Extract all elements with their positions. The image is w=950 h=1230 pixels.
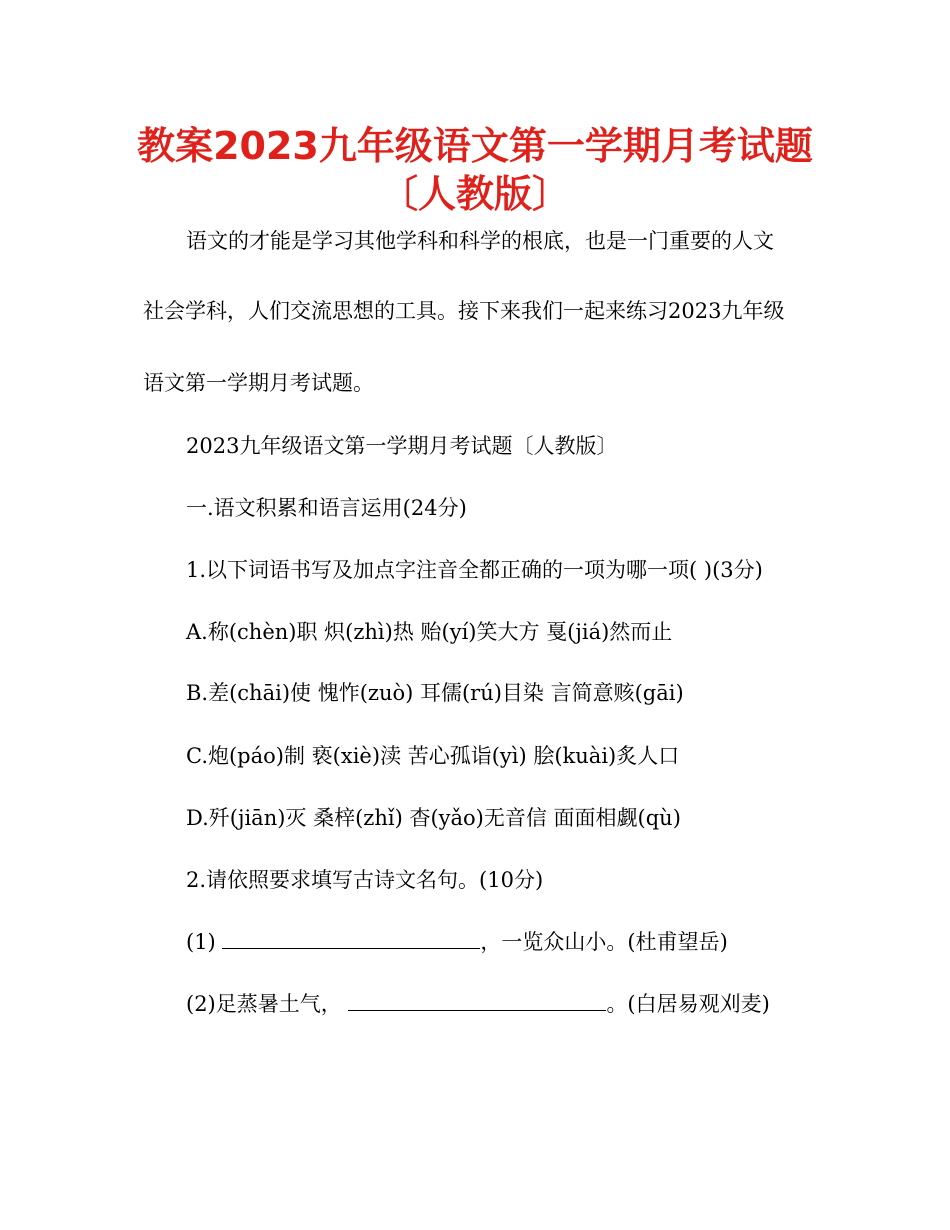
question-1-option-d: D.歼(jiān)灭 桑梓(zhǐ) 杳(yǎo)无音信 面面相觑(qù)	[186, 806, 681, 830]
document-title-line-1: 教案2023九年级语文第一学期月考试题	[137, 124, 813, 168]
item-2-prefix: (2)足蒸暑土气，	[186, 992, 342, 1016]
question-1-option-b: B.差(chāi)使 愧怍(zuò) 耳儒(rú)目染 言简意赅(gāi)	[186, 681, 684, 705]
question-2-item-2	[186, 989, 770, 1019]
intro-paragraph-line-1: 语文的才能是学习其他学科和科学的根底，也是一门重要的人文	[186, 229, 774, 253]
question-2-item-1	[186, 927, 728, 957]
item-1-suffix: ，一览众山小。(杜甫望岳)	[480, 930, 728, 954]
exam-subtitle: 2023九年级语文第一学期月考试题〔人教版〕	[186, 434, 618, 458]
intro-paragraph-line-3: 语文第一学期月考试题。	[143, 371, 374, 395]
intro-paragraph-line-2: 社会学科，人们交流思想的工具。接下来我们一起来练习2023九年级	[143, 299, 785, 323]
section-1-heading: 一.语文积累和语言运用(24分)	[186, 496, 467, 520]
question-1-option-a: A.称(chèn)职 炽(zhì)热 贻(yí)笑大方 戛(jiá)然而止	[186, 620, 673, 644]
question-1-option-c: C.炮(páo)制 亵(xiè)渎 苦心孤诣(yì) 脍(kuài)炙人口	[186, 744, 680, 768]
fill-in-blank-1[interactable]	[222, 928, 480, 949]
question-1-stem: 1.以下词语书写及加点字注音全都正确的一项为哪一项( )(3分)	[186, 558, 763, 582]
question-2-stem: 2.请依照要求填写古诗文名句。(10分)	[186, 868, 544, 892]
fill-in-blank-2[interactable]	[348, 990, 606, 1011]
item-2-suffix: 。(白居易观刈麦)	[606, 992, 770, 1016]
document-title-line-2: 〔人教版〕	[379, 172, 570, 216]
item-1-prefix: (1)	[186, 930, 223, 954]
